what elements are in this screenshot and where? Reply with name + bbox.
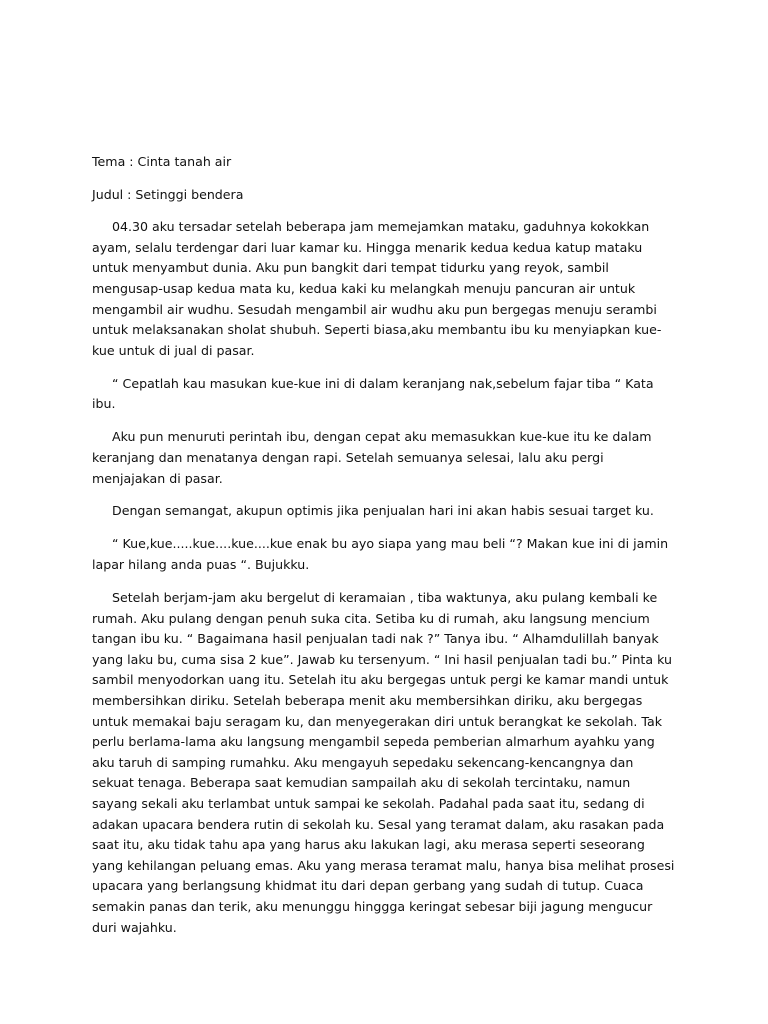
paragraph-3: Aku pun menuruti perintah ibu, dengan cepat aku memasukkan kue-kue itu ke dalam keranjang dan menatanya dengan rapi. Setelah semuanya selesai, lalu aku pergi menjajakan di pasar. (92, 429, 652, 486)
paragraph-1: 04.30 aku tersadar setelah beberapa jam memejamkan mataku, gaduhnya kokokkan ayam, selalu terdengar dari luar kamar ku. Hingga menarik kedua kedua katup mataku untuk menyambut dunia. Aku pun bangkit dari tempat tidurku yang reyok, sambil mengusap-usap kedua mata ku, kedua kaki ku melangkah menuju pancuran air untuk mengambil air wudhu. Sesudah mengambil air wudhu aku pun bergegas menuju serambi untuk melaksanakan sholat shubuh. Seperti biasa,aku membantu ibu ku menyiapkan kue-kue untuk di jual di pasar. (92, 219, 662, 358)
paragraph-4: Dengan semangat, akupun optimis jika penjualan hari ini akan habis sesuai target ku. (112, 503, 654, 519)
document-body (92, 152, 676, 951)
paragraph-6: Setelah berjam-jam aku bergelut di keramaian , tiba waktunya, aku pulang kembali ke rumah. Aku pulang dengan penuh suka cita. Setiba ku di rumah, aku langsung mencium tangan ibu ku. “ Bagaimana hasil penjualan tadi nak ?” Tanya ibu. “ Alhamdulillah banyak yang laku bu, cuma sisa 2 kue”. Jawab ku tersenyum. “ Ini hasil penjualan tadi bu.” Pinta ku sambil menyodorkan uang itu. Setelah itu aku bergegas untuk pergi ke kamar mandi untuk membersihkan diriku. Setelah beberapa menit aku membersihkan diriku, aku bergegas untuk memakai baju seragam ku, dan menyegerakan diri untuk berangkat ke sekolah. Tak perlu berlama-lama aku langsung mengambil sepeda pemberian almarhum ayahku yang aku taruh di samping rumahku. Aku mengayuh sepedaku sekencang-kencangnya dan sekuat tenaga. Beberapa saat kemudian sampailah aku di sekolah tercintaku, namun sayang sekali aku terlambat untuk sampai ke sekolah. Padahal pada saat itu, sedang di adakan upacara bendera rutin di sekolah ku. Sesal yang teramat dalam, aku rasakan pada saat itu, aku tidak tahu apa yang harus aku lakukan lagi, aku merasa seperti seseorang yang kehilangan peluang emas. Aku yang merasa teramat malu, hanya bisa melihat prosesi upacara yang berlangsung khidmat itu dari depan gerbang yang sudah di tutup. Cuaca semakin panas dan terik, aku menunggu hinggga keringat sebesar biji jagung mengucur duri wajahku. (92, 590, 675, 935)
paragraph-5: “ Kue,kue.....kue....kue....kue enak bu ayo siapa yang mau beli “? Makan kue ini di jamin lapar hilang anda puas “. Bujukku. (92, 536, 669, 573)
paragraph-2: “ Cepatlah kau masukan kue-kue ini di dalam keranjang nak,sebelum fajar tiba “ Kata ibu. (92, 375, 654, 412)
theme-line: Tema : Cinta tanah air (92, 154, 232, 169)
title-line: Judul : Setinggi bendera (92, 186, 244, 202)
